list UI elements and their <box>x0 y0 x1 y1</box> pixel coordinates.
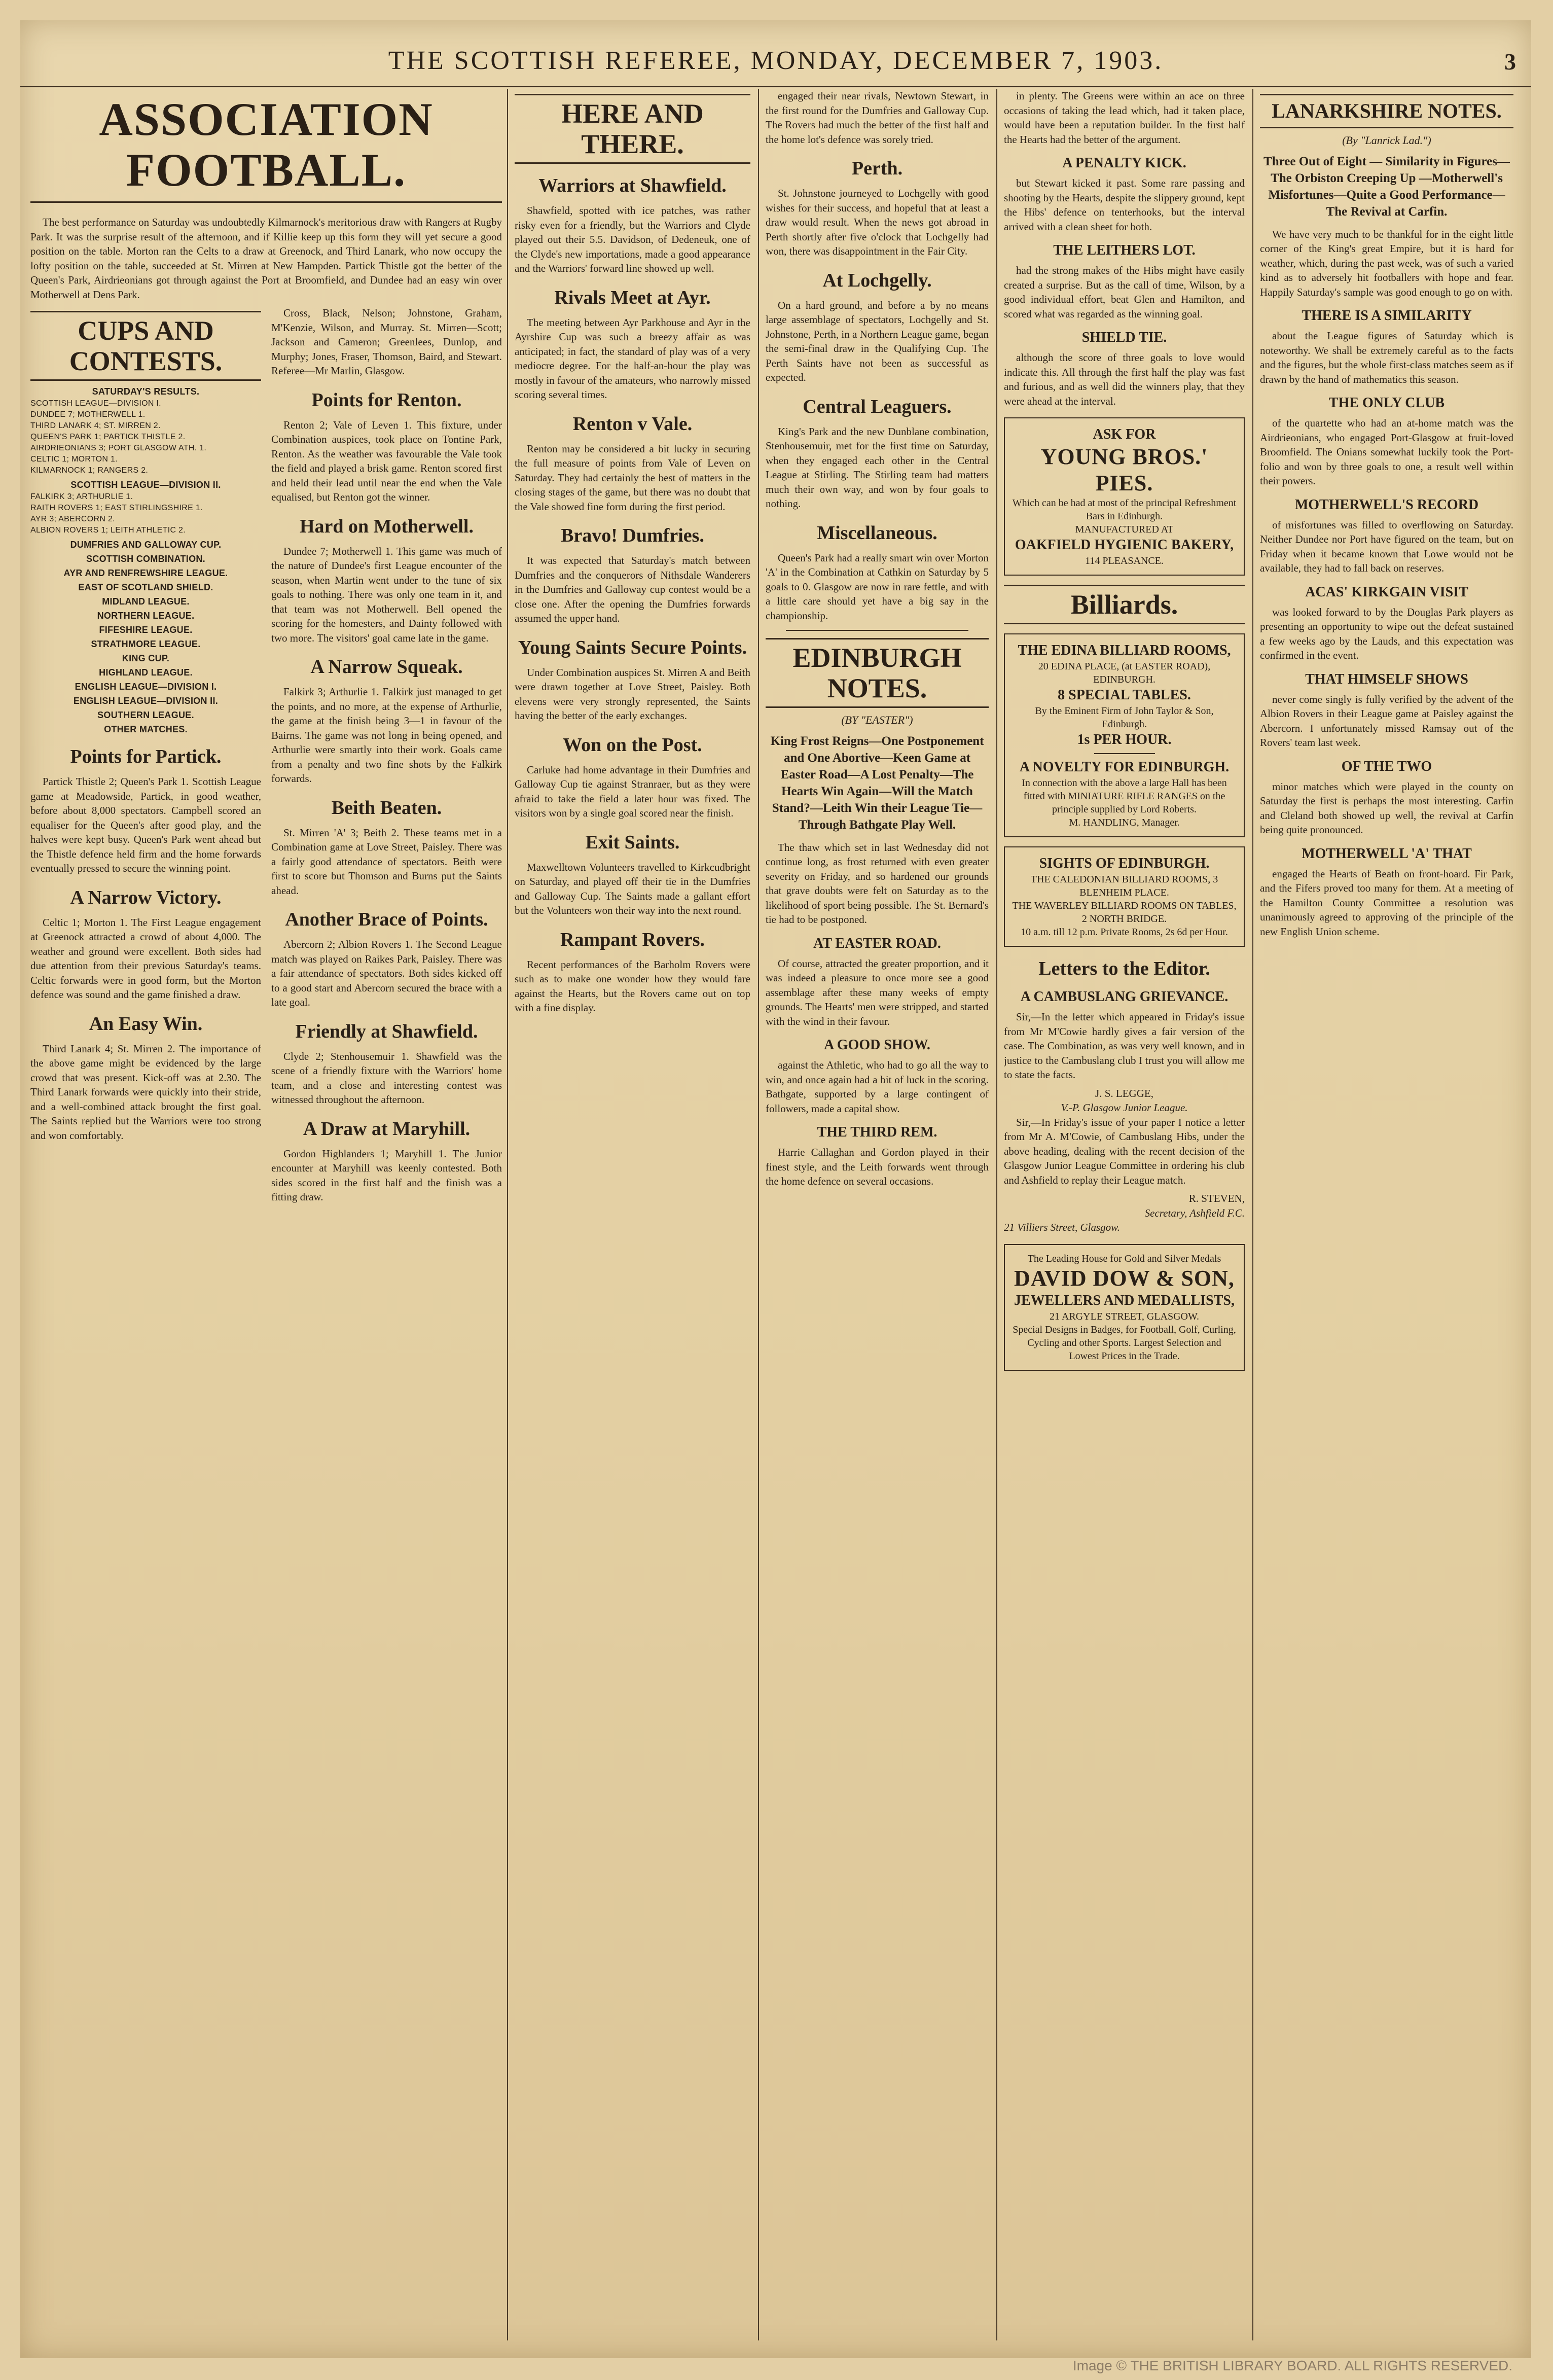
column-rule <box>507 89 508 2340</box>
section-heading: LANARKSHIRE NOTES. <box>1260 94 1513 128</box>
article-heading: A Narrow Victory. <box>70 886 222 908</box>
result-line: KILMARNOCK 1; RANGERS 2. <box>30 466 149 475</box>
result-line: DUNDEE 7; MOTHERWELL 1. <box>30 410 146 419</box>
page-title: ASSOCIATION FOOTBALL. <box>30 94 502 203</box>
result-league: EAST OF SCOTLAND SHIELD. <box>78 582 213 592</box>
article-body: Recent performances of the Barholm Rovers were such as to make one wonder how they would fare against the Hearts, but the Rovers came out on top with a fine display. <box>515 958 750 1014</box>
letter-signature: R. STEVEN, <box>1188 1192 1245 1204</box>
article-heading: Bravo! Dumfries. <box>561 525 704 546</box>
article-body: St. Johnstone journeyed to Lochgelly with good wishes for their success, and hopeful that at least a draw would result. When the news got abroad in Perth shortly after five o'clock that Lochgelly had won, there was disappointment in the Fair City. <box>766 187 989 257</box>
subheading: OF THE TWO <box>1341 758 1432 774</box>
result-league: STRATHMORE LEAGUE. <box>91 639 201 649</box>
results-column <box>30 306 261 1209</box>
article-body: Dundee 7; Motherwell 1. This game was much of the nature of Dundee's first League encounter of the season, when Martin went under to the tune of six goals to nothing. There was only one team in it, and that team was not Motherwell. Bell opened the scoring for the homesters, and Dainty followed with two more. The visitors' goal came late in the game. <box>271 545 502 644</box>
image-credit: Image © THE BRITISH LIBRARY BOARD. ALL RIGHTS RESERVED. <box>1072 2358 1512 2373</box>
section-heading: CUPS AND CONTESTS. <box>30 311 261 381</box>
ad-text: OAKFIELD HYGIENIC BAKERY, <box>1015 537 1234 553</box>
result-league: AYR AND RENFREWSHIRE LEAGUE. <box>63 568 228 578</box>
ad-text: 114 PLEASANCE. <box>1085 555 1164 566</box>
subheading: A PENALTY KICK. <box>1062 155 1186 171</box>
deck: Three Out of Eight — Similarity in Figures—The Orbiston Creeping Up —Motherwell's Misfortunes—Quite a Good Performance—The Revival at Carfin. <box>1263 154 1510 219</box>
article-heading: Won on the Post. <box>563 734 702 756</box>
column-3 <box>515 89 750 2340</box>
divider <box>786 630 968 631</box>
article-body: about the League figures of Saturday which is noteworthy. We shall be extremely careful as to the facts and the figures, but the whole first-class matches seem as if drawn by the hand of mathematics this season. <box>1260 330 1513 385</box>
result-league: SCOTTISH LEAGUE—DIVISION II. <box>70 480 221 490</box>
masthead <box>20 20 1531 88</box>
result-line: AYR 3; ABERCORN 2. <box>30 515 115 523</box>
letter-body: Sir,—In the letter which appeared in Friday's issue from Mr M'Cowie hardly gives a fair version of the case. The Combination, as was very well known, and in justice to the Cambuslang club I trust you will allow me to state the facts. <box>1004 1011 1245 1081</box>
byline: (BY "EASTER") <box>841 714 913 726</box>
article-body: Renton 2; Vale of Leven 1. This fixture, under Combination auspices, took place on Tontine Park, Renton. As the weather was favourable the Vale took the field and played a brisk game. Renton scored first and held their lead until near the end when the Vale equalised, but Renton got the winner. <box>271 418 502 503</box>
ad-text: 10 a.m. till 12 p.m. Private Rooms, 2s 6d per Hour. <box>1021 927 1228 938</box>
result-line: THIRD LANARK 4; ST. MIRREN 2. <box>30 421 161 430</box>
ad-text: In connection with the above a large Hall has been fitted with MINIATURE RIFLE RANGES on the principle supplied by Lord Roberts. <box>1022 777 1227 815</box>
article-body: engaged the Hearts of Beath on front-hoard. Fir Park, and the Fifers proved too many for them. At a meeting of the Hamilton County Committee a resolution was unanimously agreed to approving of the principle of the new English Union scheme. <box>1260 867 1513 938</box>
section-heading: Letters to the Editor. <box>1038 958 1210 979</box>
article-body: St. Mirren 'A' 3; Beith 2. These teams met in a Combination game at Love Street, Paisley. There was a fairly good attendance of spectators. Beith were first to score but Thomson and Burns put the Saints ahead. <box>271 826 502 897</box>
article-body: Queen's Park had a really smart win over Morton 'A' in the Combination at Cathkin on Saturday by 5 goals to 0. Glasgow are now in rare fettle, and with a little care should yet have a big say in the championship. <box>766 551 989 622</box>
article-body: Maxwelltown Volunteers travelled to Kirkcudbright on Saturday, and played off their tie in the Dumfries and Galloway Cup. The Saints made a gallant effort but the Volunteers won their way into the next round. <box>515 861 750 916</box>
article-heading: Rampant Rovers. <box>560 929 705 950</box>
result-line: SCOTTISH LEAGUE—DIVISION I. <box>30 399 161 408</box>
article-body: in plenty. The Greens were within an ace on three occasions of taking the lead which, had it taken place, would have been a reputation builder. In the first half the Hearts had the better of the argument. <box>1004 90 1245 146</box>
subheading: MOTHERWELL'S RECORD <box>1294 496 1479 513</box>
article-heading: Perth. <box>851 158 903 179</box>
result-line: RAITH ROVERS 1; EAST STIRLINGSHIRE 1. <box>30 504 203 512</box>
ad-title: ASK FOR <box>1093 427 1156 442</box>
ad-text: THE WAVERLEY BILLIARD ROOMS ON TABLES, 2 NORTH BRIDGE. <box>1012 900 1237 925</box>
column-rule <box>996 89 997 2340</box>
article-heading: Warriors at Shawfield. <box>538 175 727 196</box>
article-body: Partick Thistle 2; Queen's Park 1. Scottish League game at Meadowside, Partick, in good weather, before about 8,000 spectators. Campbell scored an equaliser for the Queen's after good play, and the halves were kept busy. Queen's Park went ahead but the Thistle defence held firm and the home forwards eventually pressed to secure the winning point. <box>30 775 261 874</box>
results-list <box>30 386 261 735</box>
ad-text: By the Eminent Firm of John Taylor & Son, Edinburgh. <box>1035 705 1214 730</box>
article-heading: Renton v Vale. <box>572 413 693 435</box>
advertisement-billiards <box>1004 633 1245 837</box>
article-body: was looked forward to by the Douglas Park players as presenting an opportunity to wipe out the defeat sustained a few weeks ago by the Lauds, and this expectation was confirmed in the event. <box>1260 606 1513 661</box>
ad-text: Which can be had at most of the principal Refreshment Bars in Edinburgh. <box>1012 498 1237 522</box>
advertisement-sights <box>1004 846 1245 947</box>
column-2 <box>271 306 502 1209</box>
ad-text: Special Designs in Badges, for Football, Golf, Curling, Cycling and other Sports. Largest Selection and Lowest Prices in the Trade. <box>1013 1324 1236 1362</box>
result-league: ENGLISH LEAGUE—DIVISION II. <box>73 696 219 706</box>
subheading: THERE IS A SIMILARITY <box>1302 308 1472 324</box>
article-heading: Miscellaneous. <box>817 522 937 544</box>
article-body: although the score of three goals to love would indicate this. All through the first half the play was fast and furious, and as well did the winners play, that they were ahead at the interval. <box>1004 351 1245 407</box>
article-body: Cross, Black, Nelson; Johnstone, Graham, M'Kenzie, Wilson, and Murray. St. Mirren—Scott; Jackson and Cameron; Greenlees, Dunlop, and Murphy; Jones, Fraser, Thomson, Baird, and Stewart. Referee—Mr Marlin, Glasgow. <box>271 307 502 377</box>
column-5 <box>1004 89 1245 2340</box>
byline: (By "Lanrick Lad.") <box>1342 134 1431 147</box>
advertisement-jewellers <box>1004 1244 1245 1371</box>
article-body: The meeting between Ayr Parkhouse and Ayr in the Ayrshire Cup was such a breezy affair as was anticipated; in fact, the standard of play was of a very mediocre degree. For the half-an-hour the play was mostly in favour of the amateurs, who narrowly missed scoring several times. <box>515 316 750 401</box>
subheading: SHIELD TIE. <box>1081 330 1167 345</box>
ad-text: 20 EDINA PLACE, (at EASTER ROAD), EDINBURGH. <box>1038 661 1211 685</box>
lead-paragraph: The best performance on Saturday was undoubtedly Kilmarnock's meritorious draw with Rangers at Rugby Park. It was the surprise result of the afternoon, and if Killie keep up this form they will yet secure a good position on the table. Morton ran the Celts to a draw at Greenock, and Third Lanark, who now occupy the lofty position on the table, succeeded at St. Mirren at New Hampden. Partick Thistle got the better of the Queen's Park, Airdrieonians got through against the Port at Broomfield, and Dundee had an easy win over Motherwell at Dens Park. <box>30 216 502 301</box>
article-body: Of course, attracted the greater proportion, and it was indeed a pleasure to once more see a good assemblage after these many weeks of empty grounds. The Hearts' men were stripped, and started with the wind in their favour. <box>766 957 989 1027</box>
article-body: Shawfield, spotted with ice patches, was rather risky even for a friendly, but the Warriors and Clyde played out their 5.5. Davidson, of Dedeneuk, one of the Clyde's new importations, made a good appearance and the Warriors' forward line showed up well. <box>515 204 750 274</box>
article-heading: Exit Saints. <box>585 831 680 853</box>
letter-body: Sir,—In Friday's issue of your paper I notice a letter from Mr A. M'Cowie, of Cambuslang Hibs, under the above heading, dealing with the recent decision of the Glasgow Junior League Committee in ordering his club and Ashfield to replay their League match. <box>1004 1116 1245 1186</box>
article-heading: Beith Beaten. <box>331 797 442 819</box>
results-heading: SATURDAY'S RESULTS. <box>92 386 200 397</box>
column-rule <box>1252 89 1253 2340</box>
letter-signature: J. S. LEGGE, <box>1095 1087 1153 1099</box>
subheading: A CAMBUSLANG GRIEVANCE. <box>1020 989 1229 1005</box>
article-heading: Friendly at Shawfield. <box>295 1020 478 1042</box>
article-body: Falkirk 3; Arthurlie 1. Falkirk just managed to get the points, and no more, at the expense of Arthurlie, the game at the finish being 3—1 in favour of the Bairns. The game was not long in being opened, and Arthurlie were smartly into their work. Goals came from a penalty and two fine shots by the Falkirk forwards. <box>271 686 502 785</box>
article-body: Under Combination auspices St. Mirren A and Beith were drawn together at Love Street, Paisley. Both elevens were very strongly represented, the Saints having the better of the early exchanges. <box>515 666 750 722</box>
article-body: We have very much to be thankful for in the eight little corner of the King's great Empire, but it is hard for weather, which, during the past week, was of such a varied kind as to adversely hit footballers with hope and fear. Happily Saturday's sample was good enough to go on with. <box>1260 228 1513 298</box>
result-league: KING CUP. <box>122 653 170 663</box>
ad-headline: DAVID DOW & SON, <box>1014 1265 1235 1291</box>
advertisement-pies <box>1004 417 1245 576</box>
page-number: 3 <box>1504 49 1516 75</box>
letter-address: 21 Villiers Street, Glasgow. <box>1004 1221 1120 1233</box>
divider <box>1094 753 1155 754</box>
article-heading: A Narrow Squeak. <box>310 656 463 678</box>
subheading: AT EASTER ROAD. <box>813 935 941 951</box>
column-6 <box>1260 89 1513 2340</box>
article-body: Abercorn 2; Albion Rovers 1. The Second League match was played on Raikes Park, Paisley. There was a fair attendance of spectators. Both sides kicked off to a good start and Abercorn secured the brace with a late goal. <box>271 938 502 1008</box>
result-line: QUEEN'S PARK 1; PARTICK THISTLE 2. <box>30 433 186 441</box>
article-heading: Points for Renton. <box>311 389 462 411</box>
ad-text: THE CALEDONIAN BILLIARD ROOMS, 3 BLENHEIM PLACE. <box>1030 874 1218 898</box>
result-league: SOUTHERN LEAGUE. <box>97 710 194 720</box>
article-body: King's Park and the new Dunblane combination, Stenhousemuir, met for the first time on Saturday, when they engaged each other in the Central League at Stirling. The Stirling team had matters much their own way, and won by four goals to nothing. <box>766 425 989 510</box>
article-body: of the quartette who had an at-home match was the Airdrieonians, who engaged Port-Glasgow at fruit-loved Broomfield. The Onians somewhat luckily took the Port-folio and won by three goals to one, a result well within their powers. <box>1260 417 1513 487</box>
ad-text: 1s PER HOUR. <box>1077 732 1172 748</box>
deck: King Frost Reigns—One Postponement and One Abortive—Keen Game at Easter Road—A Lost Penalty—The Hearts Win Again—Will the Match Stand?—Leith Win their League Tie—Through Bathgate Play Well. <box>770 734 984 832</box>
article-body: Third Lanark 4; St. Mirren 2. The importance of the above game might be evidenced by the large crowd that was present. Kick-off was at 2.30. The Third Lanark forwards were quickly into their stride, and a well-combined attack brought the first goal. The Saints replied but the Warriors were too strong and won comfortably. <box>30 1042 261 1142</box>
ad-headline: SIGHTS OF EDINBURGH. <box>1039 856 1210 871</box>
section-heading: HERE AND THERE. <box>515 94 750 164</box>
article-body: Carluke had home advantage in their Dumfries and Galloway Cup tie against Stranraer, but as they were afraid to take the field a later hour was fixed. The visitors won by a single goal scored near the finish. <box>515 763 750 819</box>
article-heading: An Easy Win. <box>89 1013 203 1035</box>
ad-headline: THE EDINA BILLIARD ROOMS, <box>1018 643 1231 658</box>
ad-text: 8 SPECIAL TABLES. <box>1058 687 1191 703</box>
article-heading: Hard on Motherwell. <box>299 515 474 537</box>
article-body: had the strong makes of the Hibs might have easily created a surprise. But as the call of time, Wilson, by a good individual effort, beat Glen and Hamilton, and scored what was regarded as the winning goal. <box>1004 264 1245 320</box>
letter-signature-title: V.-P. Glasgow Junior League. <box>1061 1102 1188 1114</box>
ad-text: The Leading House for Gold and Silver Medals <box>1027 1253 1221 1264</box>
article-body: On a hard ground, and before a by no means large assemblage of spectators, Lochgelly and St. Johnstone, Perth, in a Northern League game, began the semi-final draw in the Qualifying Cup. The Perth Saints have not been as successful as expected. <box>766 299 989 383</box>
article-body: Clyde 2; Stenhousemuir 1. Shawfield was the scene of a friendly fixture with the Warriors' home team, and a close and interesting contest was witnessed throughout the afternoon. <box>271 1050 502 1106</box>
article-heading: Young Saints Secure Points. <box>518 636 747 658</box>
ad-headline: A NOVELTY FOR EDINBURGH. <box>1019 759 1230 775</box>
result-league: MIDLAND LEAGUE. <box>102 596 190 607</box>
newspaper-title: THE SCOTTISH REFEREE, MONDAY, DECEMBER 7, 1903. <box>388 46 1164 75</box>
subheading: THAT HIMSELF SHOWS <box>1305 671 1468 687</box>
result-line: CELTIC 1; MORTON 1. <box>30 455 118 464</box>
column-4 <box>766 89 989 2340</box>
article-body: Harrie Callaghan and Gordon played in their finest style, and the Leith forwards went through the home defence on several occasions. <box>766 1146 989 1187</box>
ad-headline: YOUNG BROS.' PIES. <box>1040 444 1208 495</box>
article-body: Celtic 1; Morton 1. The First League engagement at Greenock attracted a crowd of about 4,000. The weather and ground were excellent. Both sides had due attention from their previous Saturday's teams. Celtic forwards were in good form, but the Morton defence was sound and the game finished a draw. <box>30 916 261 1001</box>
article-heading: Rivals Meet at Ayr. <box>554 287 711 308</box>
article-body: never come singly is fully verified by the advent of the Albion Rovers in their League game at Paisley against the Abercorn. I unfortunately missed Ramsay out of the Rovers' team last week. <box>1260 693 1513 749</box>
article-body: It was expected that Saturday's match between Dumfries and the conquerors of Nithsdale Wanderers in the Dumfries and Galloway cup contest would be a close one. After the opening the Dumfries forwards assumed the upper hand. <box>515 554 750 624</box>
result-league: SCOTTISH COMBINATION. <box>86 554 205 564</box>
subheading: THE LEITHERS LOT. <box>1053 242 1196 258</box>
result-line: FALKIRK 3; ARTHURLIE 1. <box>30 492 133 501</box>
result-league: DUMFRIES AND GALLOWAY CUP. <box>70 540 222 550</box>
result-line: ALBION ROVERS 1; LEITH ATHLETIC 2. <box>30 526 186 535</box>
subheading: ACAS' KIRKGAIN VISIT <box>1305 584 1468 600</box>
result-league: NORTHERN LEAGUE. <box>97 611 195 621</box>
result-league: HIGHLAND LEAGUE. <box>99 667 193 678</box>
article-heading: At Lochgelly. <box>822 269 932 291</box>
column-1 <box>30 89 502 2340</box>
article-body: but Stewart kicked it past. Some rare passing and shooting by the Hearts, despite the slippery ground, kept the Hibs' defence on tenterhooks, but the interval arrived with a clean sheet for both. <box>1004 177 1245 233</box>
article-body: engaged their near rivals, Newtown Stewart, in the first round for the Dumfries and Galloway Cup. The Rovers had much the better of the first half and the home lot's defence was sorely tried. <box>766 90 989 146</box>
column-rule <box>758 89 759 2340</box>
article-heading: A Draw at Maryhill. <box>303 1118 471 1140</box>
article-body: Gordon Highlanders 1; Maryhill 1. The Junior encounter at Maryhill was keenly contested. Both sides scored in the first half and the finish was a fitting draw. <box>271 1147 502 1203</box>
ad-text: M. HANDLING, Manager. <box>1069 817 1180 828</box>
article-heading: Points for Partick. <box>70 746 222 767</box>
ad-text: MANUFACTURED AT <box>1075 524 1174 535</box>
article-body: of misfortunes was filled to overflowing on Saturday. Neither Dundee nor Port have figured on the team, but on Friday when it became known that Lowe would not be available, they had to fall back on reserves. <box>1260 518 1513 574</box>
subheading: A GOOD SHOW. <box>824 1037 930 1053</box>
ad-text: 21 ARGYLE STREET, GLASGOW. <box>1050 1310 1199 1322</box>
subheading: MOTHERWELL 'A' THAT <box>1302 845 1472 862</box>
result-league: OTHER MATCHES. <box>104 724 188 734</box>
article-heading: Central Leaguers. <box>803 396 952 417</box>
subheading: THE THIRD REM. <box>817 1124 937 1140</box>
ad-text: JEWELLERS AND MEDALLISTS, <box>1014 1292 1235 1308</box>
section-heading: EDINBURGH NOTES. <box>766 638 989 708</box>
article-body: Renton may be considered a bit lucky in securing the full measure of points from Vale of Leven on Saturday. They had certainly the best of matters in the closing stages of the game, but there was no doubt that the Vale showed fine form during the first period. <box>515 442 750 513</box>
result-line: AIRDRIEONIANS 3; PORT GLASGOW ATH. 1. <box>30 444 207 452</box>
subheading: THE ONLY CLUB <box>1328 395 1445 411</box>
letter-signature-title: Secretary, Ashfield F.C. <box>1144 1206 1245 1219</box>
result-league: ENGLISH LEAGUE—DIVISION I. <box>75 682 217 692</box>
article-body: The thaw which set in last Wednesday did not continue long, as frost returned with even greater severity on Friday, and so hardened our grounds that grave doubts were felt on Saturday as to the likelihood of sport being possible. The St. Bernard's tie had to be postponed. <box>766 841 989 926</box>
article-body: minor matches which were played in the county on Saturday the first is perhaps the most interesting. Carfin and Cleland both showed up well, the revival at Carfin being quite pronounced. <box>1260 780 1513 836</box>
section-heading: Billiards. <box>1004 585 1245 624</box>
article-heading: Another Brace of Points. <box>285 909 488 930</box>
article-body: against the Athletic, who had to go all the way to win, and once again had a bit of luck in the scoring. Bathgate, supported by a large contingent of followers, made a capital show. <box>766 1059 989 1115</box>
result-league: FIFESHIRE LEAGUE. <box>99 625 193 635</box>
